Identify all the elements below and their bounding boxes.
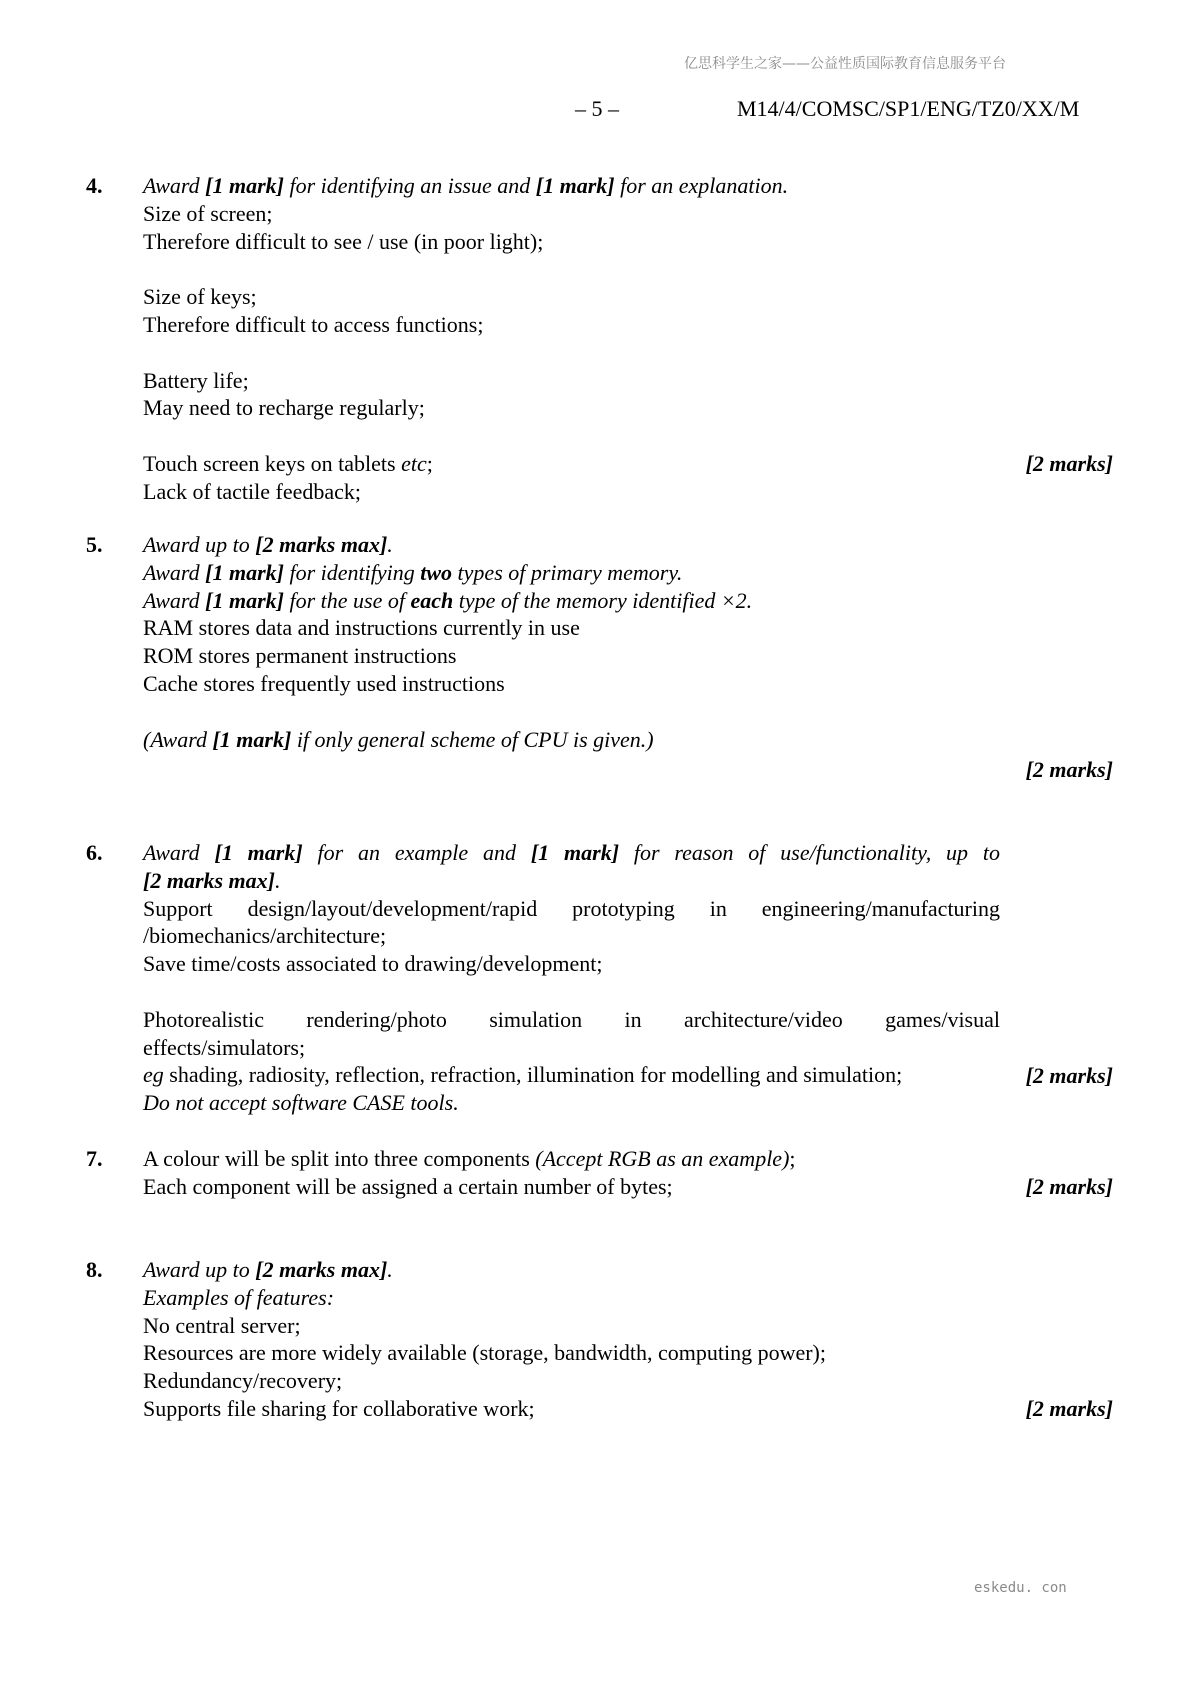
- q5-intro: Award [1 mark] for identifying two types of primary memory.: [143, 559, 683, 585]
- question-7-body: [143, 1145, 1000, 1201]
- q4-line: Lack of tactile feedback;: [143, 478, 362, 504]
- q6-marks: [2 marks]: [1025, 1063, 1113, 1088]
- q6-intro: [2 marks max].: [143, 867, 281, 893]
- question-4-number: 4.: [86, 173, 103, 198]
- q5-line: RAM stores data and instructions currently in use: [143, 615, 580, 641]
- q4-line: Battery life;: [143, 367, 249, 393]
- question-5-number: 5.: [86, 532, 103, 557]
- q8-line: No central server;: [143, 1312, 301, 1338]
- question-4-body: [143, 172, 1000, 506]
- q8-marks: [2 marks]: [1025, 1396, 1113, 1421]
- q7-line: A colour will be split into three components (Accept RGB as an example);: [143, 1146, 796, 1171]
- q6-line: Photorealistic rendering/photo simulation in architecture/video games/visual: [143, 1006, 1000, 1032]
- question-8-number: 8.: [86, 1257, 103, 1282]
- question-7-number: 7.: [86, 1146, 103, 1171]
- page-number: – 5 –: [575, 96, 619, 121]
- q8-intro: Award up to [2 marks max].: [143, 1257, 393, 1282]
- question-6-body: [143, 839, 1000, 1117]
- q5-line: ROM stores permanent instructions: [143, 643, 457, 669]
- footer-watermark: eskedu. con: [974, 1580, 1067, 1596]
- question-5-body: [143, 531, 1000, 753]
- question-6-number: 6.: [86, 840, 103, 865]
- q5-intro: Award up to [2 marks max].: [143, 532, 393, 557]
- q7-marks: [2 marks]: [1025, 1174, 1113, 1199]
- q4-line: Therefore difficult to see / use (in poor light);: [143, 228, 544, 254]
- q8-line: Resources are more widely available (storage, bandwidth, computing power);: [143, 1340, 826, 1366]
- q8-line: Redundancy/recovery;: [143, 1368, 343, 1394]
- q5-marks: [2 marks]: [1025, 757, 1113, 782]
- q4-line: Size of keys;: [143, 284, 257, 310]
- q5-intro: Award [1 mark] for the use of each type of the memory identified ×2.: [143, 587, 753, 613]
- header-watermark: 亿思科学生之家——公益性质国际教育信息服务平台: [684, 56, 1006, 72]
- question-8-body: [143, 1256, 1000, 1423]
- document-reference: M14/4/COMSC/SP1/ENG/TZ0/XX/M: [737, 96, 1080, 121]
- q4-line: May need to recharge regularly;: [143, 395, 425, 421]
- q4-line: Size of screen;: [143, 200, 273, 226]
- q6-intro: Award [1 mark] for an example and [1 mark] for reason of use/functionality, up to: [143, 840, 1000, 865]
- q4-line: Touch screen keys on tablets etc;: [143, 450, 433, 476]
- q4-marks: [2 marks]: [1025, 451, 1113, 476]
- q6-line: Save time/costs associated to drawing/development;: [143, 951, 603, 977]
- q6-line: effects/simulators;: [143, 1034, 306, 1060]
- q7-line: Each component will be assigned a certain number of bytes;: [143, 1173, 673, 1199]
- q6-note: Do not accept software CASE tools.: [143, 1090, 459, 1116]
- q4-line: Therefore difficult to access functions;: [143, 311, 484, 337]
- q5-line: Cache stores frequently used instructions: [143, 670, 505, 696]
- q4-intro: Award [1 mark] for identifying an issue and [1 mark] for an explanation.: [143, 173, 789, 198]
- q8-line: Supports file sharing for collaborative work;: [143, 1395, 535, 1421]
- q8-intro: Examples of features:: [143, 1284, 335, 1310]
- q6-eg-line: eg shading, radiosity, reflection, refraction, illumination for modelling and simulation;: [143, 1062, 903, 1088]
- q6-line: Support design/layout/development/rapid prototyping in engineering/manufacturing: [143, 895, 1000, 921]
- q6-line: /biomechanics/architecture;: [143, 923, 387, 949]
- q5-note: (Award [1 mark] if only general scheme of CPU is given.): [143, 726, 654, 752]
